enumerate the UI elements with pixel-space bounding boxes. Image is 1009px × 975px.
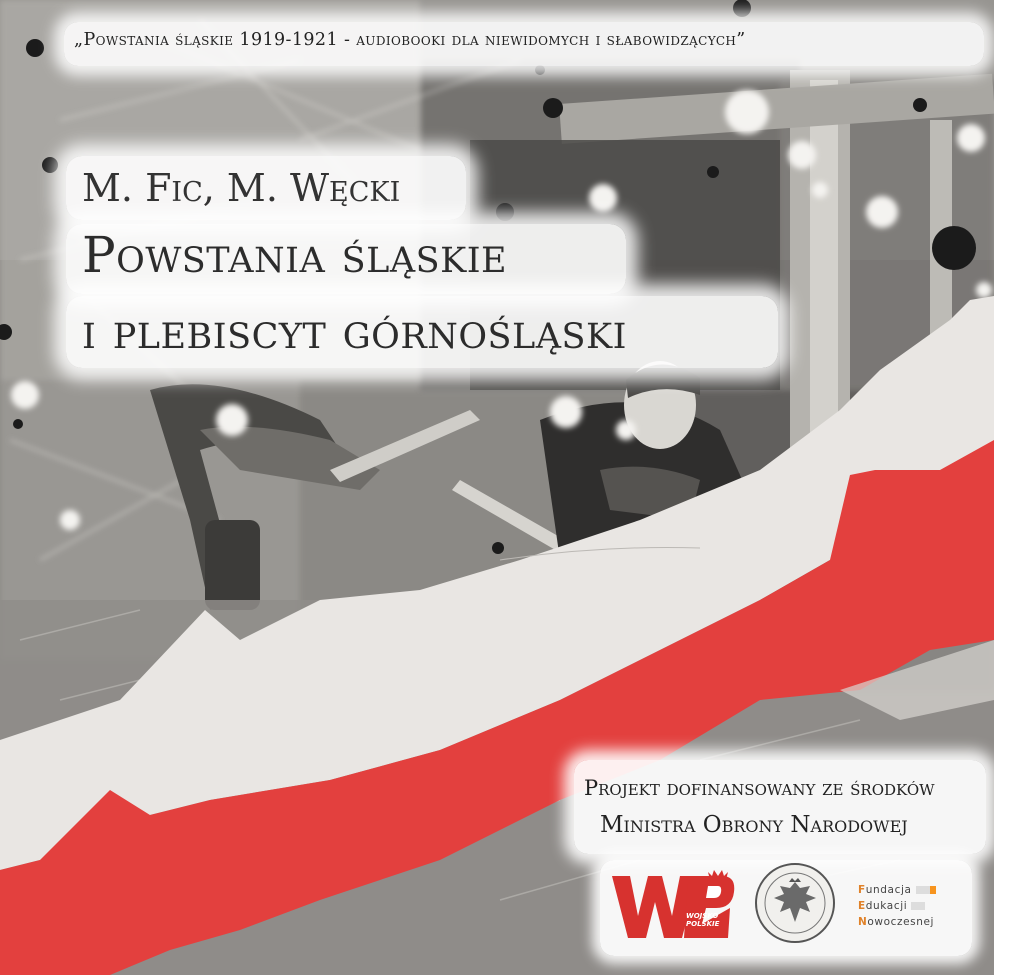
- fen-square-icon: [916, 886, 930, 894]
- fen-square-icon: [911, 902, 925, 910]
- book-authors: M. Fic, M. Węcki: [82, 166, 401, 210]
- funding-text-line1: Projekt dofinansowany ze środków: [584, 776, 935, 800]
- fen-row-2: [858, 898, 936, 914]
- fen-orange-square-icon: [930, 886, 936, 894]
- wojsko-caption-line1: WOJSKO: [686, 912, 719, 920]
- wojsko-caption-line2: POLSKIE: [686, 920, 720, 928]
- fen-cap-f: F: [858, 884, 866, 896]
- wojsko-polskie-caption: [686, 912, 719, 928]
- fen-row-1: [858, 882, 936, 898]
- fen-text-3: owoczesnej: [867, 916, 935, 928]
- fundacja-edukacji-nowoczesnej-logo: [858, 882, 936, 930]
- funding-text-line2: Ministra Obrony Narodowej: [600, 812, 908, 838]
- funding-background: [574, 760, 986, 854]
- wojsko-polskie-logo: [610, 868, 736, 946]
- fen-cap-e: E: [858, 900, 866, 912]
- minister-obrony-narodowej-seal: [754, 862, 836, 944]
- series-title: „Powstania śląskie 1919-1921 - audiobooki dla niewidomych i słabowidzących”: [74, 30, 746, 50]
- fen-row-3: [858, 914, 936, 930]
- book-title-line1: Powstania śląskie: [82, 226, 508, 284]
- fen-text-1: undacja: [865, 884, 912, 896]
- fen-text-2: dukacji: [865, 900, 908, 912]
- book-title-line2: i plebiscyt górnośląski: [82, 302, 627, 360]
- fen-cap-n: N: [858, 916, 868, 928]
